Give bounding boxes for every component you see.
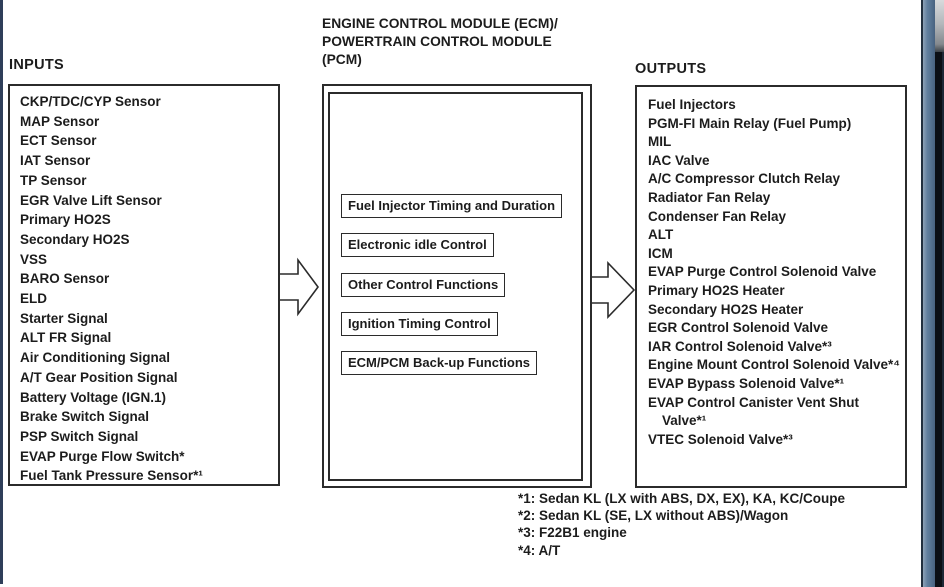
output-item: Fuel Injectors <box>648 97 736 112</box>
ecm-to-outputs-arrow <box>592 263 634 317</box>
input-item: TP Sensor <box>20 172 87 188</box>
right-silver-cap <box>935 0 944 52</box>
ecm-pcm-title-line: (PCM) <box>322 52 362 68</box>
output-item: IAR Control Solenoid Valve*³ <box>648 338 832 354</box>
function-box-electronic-idle-control: Electronic idle Control <box>341 233 494 257</box>
input-item: IAT Sensor <box>20 153 91 169</box>
output-item: EVAP Control Canister Vent Shut Valve*¹ <box>648 394 860 429</box>
ecm-pcm-title-line: ENGINE CONTROL MODULE (ECM)/ <box>322 16 558 31</box>
input-item: EGR Valve Lift Sensor <box>20 192 162 208</box>
footnote-line: *1: Sedan KL (LX with ABS, DX, EX), KA, KC/Coupe <box>518 491 846 506</box>
input-item: Primary HO2S <box>20 212 111 228</box>
output-item: Condenser Fan Relay <box>648 208 787 224</box>
inputs-section-label: INPUTS <box>9 57 64 73</box>
input-item: CKP/TDC/CYP Sensor <box>20 94 161 109</box>
output-item: Engine Mount Control Solenoid Valve*⁴ <box>648 357 900 373</box>
input-item: PSP Switch Signal <box>20 428 139 444</box>
input-item: VSS <box>20 251 48 267</box>
input-item: Brake Switch Signal <box>20 409 150 425</box>
left-page-edge-strip <box>0 0 3 584</box>
right-blue-bar <box>923 0 935 587</box>
input-item: A/T Gear Position Signal <box>20 369 178 385</box>
function-box-ecm-pcm-backup: ECM/PCM Back-up Functions <box>341 351 537 375</box>
input-item: EVAP Purge Flow Switch* <box>20 448 185 464</box>
input-item: Starter Signal <box>20 310 108 326</box>
input-item: MAP Sensor <box>20 113 100 129</box>
input-item: ECT Sensor <box>20 133 97 149</box>
input-item: ALT FR Signal <box>20 330 112 346</box>
output-item: EVAP Bypass Solenoid Valve*¹ <box>648 375 845 391</box>
footnote-line: *2: Sedan KL (SE, LX without ABS)/Wagon <box>518 508 789 524</box>
output-item: IAC Valve <box>648 152 710 168</box>
input-item: BARO Sensor <box>20 271 110 287</box>
function-box-ignition-timing-control: Ignition Timing Control <box>341 312 498 336</box>
input-item: Air Conditioning Signal <box>20 350 170 366</box>
inputs-list <box>10 86 278 486</box>
input-item: Battery Voltage (IGN.1) <box>20 389 167 405</box>
output-item: A/C Compressor Clutch Relay <box>648 171 841 187</box>
output-item: ALT <box>648 227 674 243</box>
output-item: Primary HO2S Heater <box>648 282 785 298</box>
inputs-box <box>8 84 280 486</box>
output-item: ICM <box>648 245 673 261</box>
output-item: PGM-FI Main Relay (Fuel Pump) <box>648 115 852 131</box>
ecm-pcm-title-line: POWERTRAIN CONTROL MODULE <box>322 34 552 50</box>
output-item: MIL <box>648 134 672 150</box>
footnote-line: *4: A/T <box>518 542 561 558</box>
ecm-pcm-title <box>322 15 622 70</box>
output-item: Secondary HO2S Heater <box>648 301 804 317</box>
function-box-other-control-functions: Other Control Functions <box>341 273 505 297</box>
outputs-section-label: OUTPUTS <box>635 61 707 77</box>
outputs-box <box>635 85 907 488</box>
output-item: EVAP Purge Control Solenoid Valve <box>648 264 877 280</box>
output-item: Radiator Fan Relay <box>648 189 771 205</box>
footnote-line: *3: F22B1 engine <box>518 525 627 541</box>
input-item: Secondary HO2S <box>20 231 130 247</box>
output-item: VTEC Solenoid Valve*³ <box>648 431 793 447</box>
inputs-to-ecm-arrow <box>280 260 318 314</box>
outputs-list <box>637 87 905 449</box>
footnotes <box>518 490 845 559</box>
output-item: EGR Control Solenoid Valve <box>648 320 829 336</box>
function-box-fuel-injector-timing: Fuel Injector Timing and Duration <box>341 194 562 218</box>
right-dark-column <box>935 0 942 587</box>
input-item: Fuel Tank Pressure Sensor*¹ <box>20 468 203 484</box>
input-item: ELD <box>20 291 47 307</box>
